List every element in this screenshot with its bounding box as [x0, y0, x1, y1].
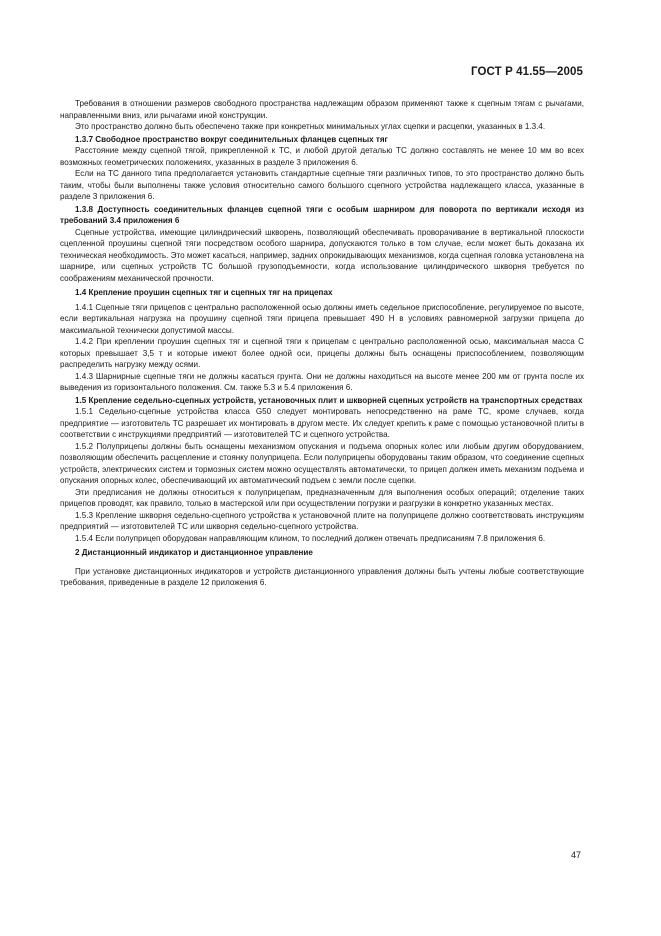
paragraph: Если на ТС данного типа предполагается установить стандартные сцепные тяги различных типов, то это пространство должно быть таким, чтобы были выполнены также условия относительно самого большого сцепного устройства надлежащего класса, указанные в разделе 3 приложения 6.: [60, 169, 584, 201]
page-number: 47: [570, 850, 581, 860]
paragraph: Сцепные устройства, имеющие цилиндрический шкворень, позволяющий обеспечивать проворачивание в вертикальной плоскости сцепленной проушины сцепной тяги посредством особого шарнира, допускаются только в том случае, если может быть доказана их техническая необходимость. Это может касаться, например, задних опрокидывающих механизмов, когда сцепная головка установлена на шарнире, или сцепных устройств ТС большой грузоподъемности, когда использование цилиндрического шкворня требуется по соображениям механической прочности.: [60, 227, 584, 283]
paragraph: Эти предписания не должны относиться к полуприцепам, предназначенным для выполнения особых операций; отделение таких прицепов проводят, как правило, только в мастерской или при осуществлении погрузки и разгрузки в конкретно указанных местах.: [60, 487, 584, 508]
paragraph: 1.4.2 При креплении проушин сцепных тяг и сцепной тяги к прицепам с центрально расположенной осью, максимальная масса С которых превышает 3,5 т и которые имеют более одной оси, прицепы должны быть оснащены приспособлением, позволяющим распределить нагрузку между осями.: [60, 337, 584, 369]
section-heading: 2 Дистанционный индикатор и дистанционное управление: [75, 548, 313, 557]
paragraph: 1.5.3 Крепление шкворня седельно-сцепного устройства к установочной плите на полуприцепе должно соответствовать инструкциям предприятий — изготовителей ТС или шкворня седельно-сцепного устройства.: [60, 510, 584, 531]
paragraph: Это пространство должно быть обеспечено также при конкретных минимальных углах сцепки и расцепки, указанных в 1.3.4.: [75, 122, 546, 131]
paragraph: 1.4.3 Шарнирные сцепные тяги не должны касаться грунта. Они не должны находиться на высоте менее 200 мм от грунта после их выведения из горизонтального положения. См. также 5.3 и 5.4 приложения 6.: [60, 371, 584, 392]
section-heading: 1.5 Крепление седельно-сцепных устройств, установочных плит и шкворней сцепных устройств на транспортных средствах: [75, 395, 583, 405]
paragraph: 1.4.1 Сцепные тяги прицепов с центрально расположенной осью должны иметь седельное приспособление, регулируемое по высоте, если вертикальная нагрузка на проушину сцепной тяги прицепа превышает 490 Н в условиях равномерной загрузки прицепа до максимальной технически допустимой массы.: [60, 302, 584, 335]
paragraph: 1.5.2 Полуприцепы должны быть оснащены механизмом опускания и подъема опорных колес или любым другим оборудованием, позволяющим обеспечить расцепление и стоянку полуприцепа. Если полуприцепы оборудованы таким образом, что соединение сцепных устройств, электрических систем и тормозных систем можно осуществлять автоматически, то прицеп должен иметь механизм подъема и опускания опорных колес, обеспечивающий их автоматический подъем с земли после сцепки.: [60, 441, 584, 485]
section-heading: 1.3.7 Свободное пространство вокруг соединительных фланцев сцепных тяг: [75, 134, 388, 144]
section-heading: 1.4 Крепление проушин сцепных тяг и сцепных тяг на прицепах: [75, 288, 333, 297]
paragraph: 1.5.4 Если полуприцеп оборудован направляющим клином, то последний должен отвечать предписаниям 7.8 приложения 6.: [75, 533, 546, 543]
document-body: [60, 98, 584, 589]
section-heading: 1.3.8 Доступность соединительных фланцев сцепной тяги с особым шарниром для поворота по вертикали исходя из требований 3.4 приложения 6: [60, 204, 584, 225]
document-id: ГОСТ Р 41.55—2005: [471, 66, 583, 78]
paragraph: При установке дистанционных индикаторов и устройств дистанционного управления должны быть учтены любые соответствующие требования, приведенные в разделе 12 приложения 6.: [60, 566, 584, 587]
paragraph: Требования в отношении размеров свободного пространства надлежащим образом применяют также к сцепным тягам с рычагами, направленными вниз, или рычагами иной конструкции.: [60, 99, 584, 120]
paragraph: 1.5.1 Седельно-сцепные устройства класса G50 следует монтировать непосредственно на раме ТС, кроме случаев, когда предприятие — изготовитель ТС разрешает их монтировать в другом месте. Их следует крепить к раме с помощью установочной плиты в соответствии с инструкциями предприятий — изготовителей ТС и сцепного устройства.: [60, 407, 584, 439]
paragraph: Расстояние между сцепной тягой, прикрепленной к ТС, и любой другой деталью ТС должно составлять не менее 10 мм во всех возможных геометрических положениях, указанных в разделе 3 приложения 6.: [60, 146, 584, 167]
